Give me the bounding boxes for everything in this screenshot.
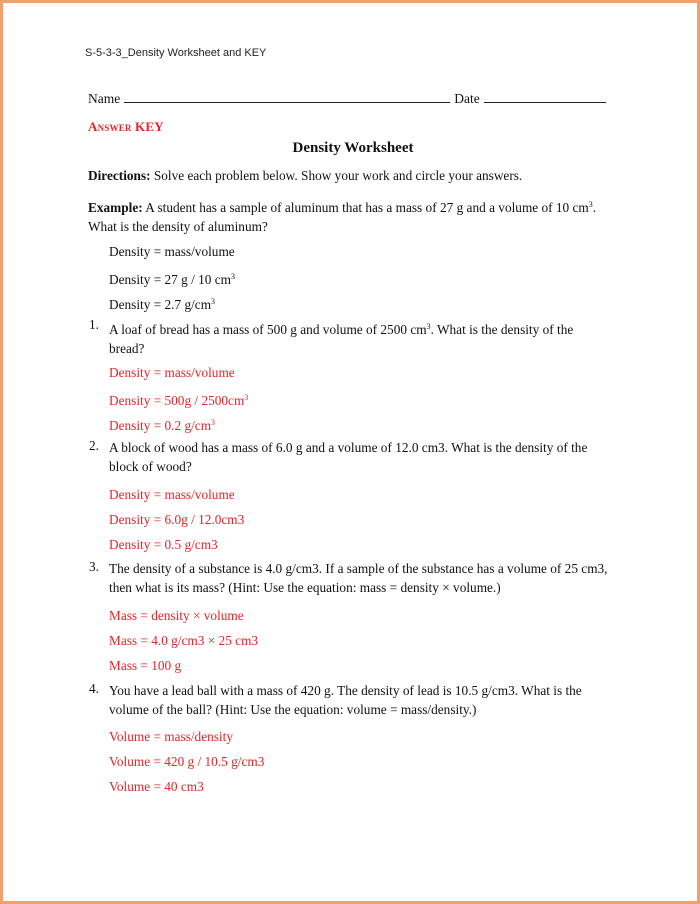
example-text-end: . <box>592 200 597 215</box>
problem-1-answer-3-text: Density = 0.2 g/cm <box>109 418 212 433</box>
problem-1-question <box>109 317 619 358</box>
problem-1-line1-end: . What is the density of the <box>430 322 574 337</box>
problem-2-line2: block of wood? <box>109 459 192 474</box>
problem-4-line1: You have a lead ball with a mass of 420 g. The density of lead is 10.5 g/cm3. What is the <box>109 683 582 698</box>
date-blank[interactable] <box>484 88 606 103</box>
problem-3-answer-2: Mass = 4.0 g/cm3 × 25 cm3 <box>109 633 259 648</box>
problem-4-line2: volume of the ball? (Hint: Use the equation: volume = mass/density.) <box>109 702 477 717</box>
problem-1-sup: 3 <box>426 322 431 331</box>
problem-1-answer-3-sup: 3 <box>211 418 216 427</box>
problem-3-answer-1: Mass = density × volume <box>109 608 244 623</box>
problem-2-answer-3: Density = 0.5 g/cm3 <box>109 537 218 552</box>
example-step-3-text: Density = 2.7 g/cm <box>109 297 212 312</box>
problem-4-number: 4. <box>89 681 99 696</box>
problem-3-line2: then what is its mass? (Hint: Use the equation: mass = density × volume.) <box>109 580 501 595</box>
problem-3-answer-3: Mass = 100 g <box>109 658 182 673</box>
problem-1-number: 1. <box>89 317 99 332</box>
example-step-2 <box>109 267 235 289</box>
problem-1-answer-2-text: Density = 500g / 2500cm <box>109 393 245 408</box>
file-title: S-5-3-3_Density Worksheet and KEY <box>85 47 267 59</box>
example-text: A student has a sample of aluminum that has a mass of 27 g and a volume of 10 cm <box>142 200 589 215</box>
directions-label: Directions: <box>88 168 151 183</box>
problem-4-answer-1: Volume = mass/density <box>109 729 233 744</box>
problem-1-line1: A loaf of bread has a mass of 500 g and volume of 2500 cm <box>109 322 427 337</box>
directions <box>88 166 522 185</box>
problem-3-number: 3. <box>89 559 99 574</box>
problem-1-line2: bread? <box>109 341 145 356</box>
problem-2-line1: A block of wood has a mass of 6.0 g and a volume of 12.0 cm3. What is the density of the <box>109 440 588 455</box>
problem-2-question <box>109 438 619 476</box>
example-step-2-sup: 3 <box>231 272 235 281</box>
example-label: Example: <box>88 200 143 215</box>
date-label: Date <box>454 91 480 106</box>
example-step-1: Density = mass/volume <box>109 244 235 259</box>
name-label: Name <box>88 91 121 106</box>
problem-4-answer-3: Volume = 40 cm3 <box>109 779 204 794</box>
name-date-row <box>88 88 608 107</box>
example-question <box>88 195 618 236</box>
example-step-2-text: Density = 27 g / 10 cm <box>109 272 231 287</box>
example-sup: 3 <box>588 200 593 209</box>
problem-3-question <box>109 559 629 597</box>
answer-key-label: Answer KEY <box>88 119 164 134</box>
problem-4-question <box>109 681 619 719</box>
problem-1-answer-3 <box>109 413 215 435</box>
directions-text: Solve each problem below. Show your work and circle your answers. <box>150 168 523 183</box>
problem-1-answer-2 <box>109 388 248 410</box>
problem-2-number: 2. <box>89 438 99 453</box>
problem-2-answer-2: Density = 6.0g / 12.0cm3 <box>109 512 245 527</box>
problem-1-answer-1: Density = mass/volume <box>109 365 235 380</box>
example-text-line2: What is the density of aluminum? <box>88 219 268 234</box>
problem-2-answer-1: Density = mass/volume <box>109 487 235 502</box>
name-blank[interactable] <box>124 88 450 103</box>
problem-3-line1: The density of a substance is 4.0 g/cm3. If a sample of the substance has a volume of 25 cm3, <box>109 561 608 576</box>
problem-1-answer-2-sup: 3 <box>244 393 249 402</box>
example-step-3-sup: 3 <box>211 297 216 306</box>
page-title: Density Worksheet <box>292 140 414 156</box>
example-step-3 <box>109 292 215 314</box>
problem-4-answer-2: Volume = 420 g / 10.5 g/cm3 <box>109 754 265 769</box>
